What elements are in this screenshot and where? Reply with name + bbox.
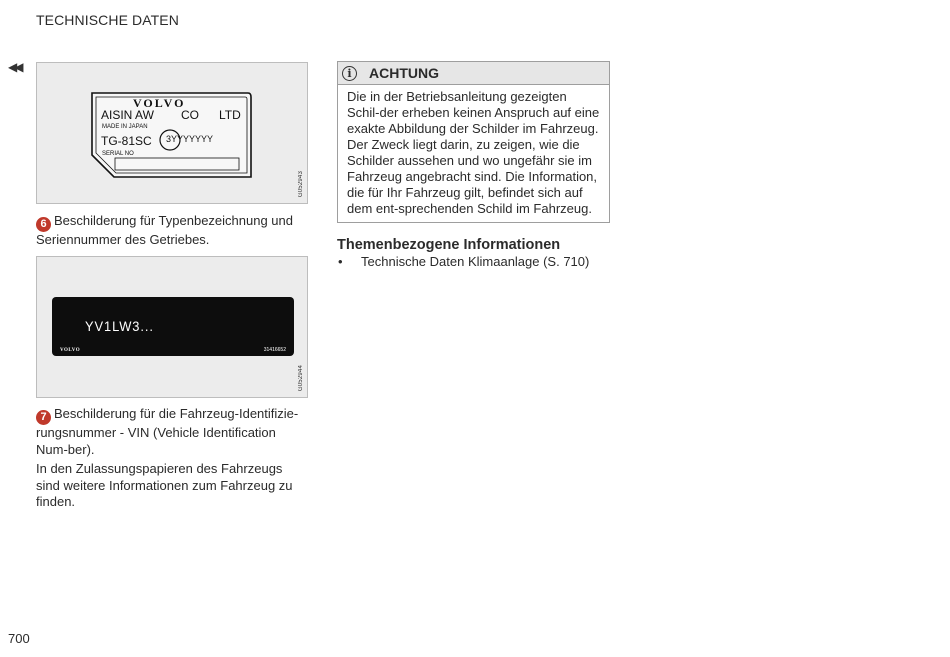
info-icon: i: [342, 66, 357, 81]
caption-text: Beschilderung für Typenbezeichnung und Seriennummer des Getriebes.: [36, 213, 293, 247]
plate-maker-co: CO: [181, 108, 199, 122]
plate-maker: AISIN AW: [101, 108, 154, 122]
caption-text: Beschilderung für die Fahrzeug-Identifizie-rungsnummer - VIN (Vehicle Identification Num-ber).: [36, 406, 299, 457]
page-number: 700: [8, 631, 30, 646]
related-info-title: Themenbezogene Informationen: [337, 237, 561, 253]
gearbox-label-figure: [36, 62, 308, 204]
caption-gearbox: [36, 213, 308, 249]
plate-model: TG-81SC: [101, 134, 152, 148]
plate-maker-ltd: LTD: [219, 108, 241, 122]
figure-code: G052944: [298, 364, 304, 391]
vin-label-figure: [36, 256, 308, 398]
figure-code: G052943: [298, 170, 304, 197]
related-info-list: [337, 254, 589, 270]
caption-registration-note: In den Zulassungspapieren des Fahrzeugs sind weitere Informationen zum Fahrzeug zu finden.: [36, 461, 293, 509]
warning-title: ACHTUNG: [369, 65, 439, 81]
related-link[interactable]: • Technische Daten Klimaanlage (S. 710): [337, 254, 589, 270]
vin-part-code: 31416652: [263, 347, 286, 353]
vin-number: YV1LW3...: [85, 318, 154, 334]
plate-brand: VOLVO: [133, 96, 186, 110]
back-arrows-icon[interactable]: ◀◀: [8, 60, 21, 74]
callout-number-badge: 7: [36, 410, 51, 425]
vin-brand: VOLVO: [60, 348, 81, 353]
warning-header: [338, 62, 609, 85]
caption-vin: [36, 406, 308, 458]
vin-plate: [52, 297, 294, 356]
plate-serial-label: SERIAL NO: [102, 151, 134, 157]
section-title: TECHNISCHE DATEN: [36, 12, 179, 28]
warning-body: Die in der Betriebsanleitung gezeigten Schil-der erheben keinen Anspruch auf eine exakte Abbildung der Schilder im Fahrzeug. Der Zweck liegt darin, zu zeigen, wie die Schilder aussehen und wo ungefähr sie im Fahrzeug angebracht sind. Die Information, die für Ihr Fahrzeug gilt, befindet sich auf dem ent-sprechenden Schild im Fahrzeug.: [347, 89, 600, 216]
plate-made-in: MADE IN JAPAN: [102, 124, 148, 130]
warning-box: [337, 61, 610, 223]
plate-serial-value: 3YYYYYYY: [166, 134, 214, 144]
callout-number-badge: 6: [36, 217, 51, 232]
